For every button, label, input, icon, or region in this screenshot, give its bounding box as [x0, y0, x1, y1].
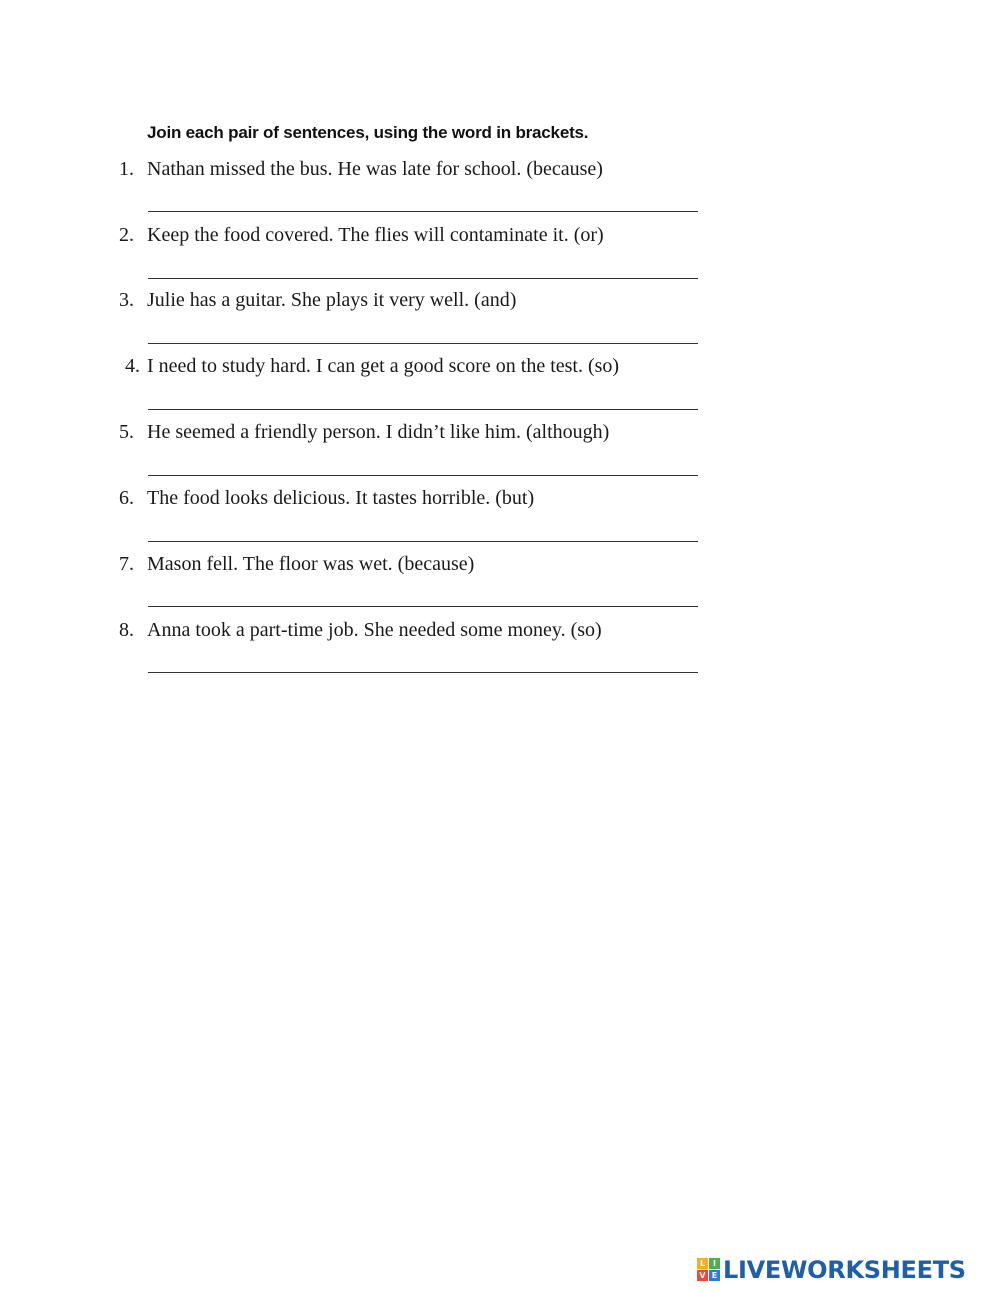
question-text: Mason fell. The floor was wet. (because)	[147, 553, 475, 575]
question-number: 3.	[119, 289, 134, 311]
question-item	[0, 223, 1000, 283]
question-text: Keep the food covered. The flies will contaminate it. (or)	[147, 224, 604, 246]
answer-line[interactable]	[148, 278, 698, 279]
question-text: Anna took a part-time job. She needed some money. (so)	[147, 619, 602, 641]
question-text: He seemed a friendly person. I didn’t like him. (although)	[147, 421, 610, 443]
logo-block-e: E	[709, 1270, 720, 1281]
liveworksheets-logo	[697, 1255, 966, 1285]
question-number: 4.	[125, 355, 140, 377]
instruction-heading: Join each pair of sentences, using the word in brackets.	[147, 123, 589, 142]
logo-block-i: I	[709, 1258, 720, 1269]
question-item	[0, 486, 1000, 546]
question-text: I need to study hard. I can get a good score on the test. (so)	[147, 355, 620, 377]
question-text: Julie has a guitar. She plays it very well. (and)	[147, 289, 517, 311]
logo-block-l: L	[697, 1258, 708, 1269]
question-number: 2.	[119, 224, 134, 246]
question-number: 5.	[119, 421, 134, 443]
question-item	[0, 354, 1000, 414]
question-number: 6.	[119, 487, 134, 509]
answer-line[interactable]	[148, 211, 698, 212]
question-item	[0, 157, 1000, 217]
question-text: The food looks delicious. It tastes horrible. (but)	[147, 487, 535, 509]
question-text: Nathan missed the bus. He was late for school. (because)	[147, 158, 603, 180]
answer-line[interactable]	[148, 606, 698, 607]
question-item	[0, 288, 1000, 348]
question-number: 7.	[119, 553, 134, 575]
answer-line[interactable]	[148, 343, 698, 344]
logo-text: LIVEWORKSHEETS	[723, 1256, 966, 1284]
logo-blocks-icon	[697, 1258, 721, 1282]
question-number: 8.	[119, 619, 134, 641]
answer-line[interactable]	[148, 409, 698, 410]
question-item	[0, 420, 1000, 480]
logo-block-v: V	[697, 1270, 708, 1281]
answer-line[interactable]	[148, 541, 698, 542]
question-item	[0, 618, 1000, 678]
question-number: 1.	[119, 158, 134, 180]
answer-line[interactable]	[148, 475, 698, 476]
answer-line[interactable]	[148, 672, 698, 673]
question-item	[0, 552, 1000, 612]
